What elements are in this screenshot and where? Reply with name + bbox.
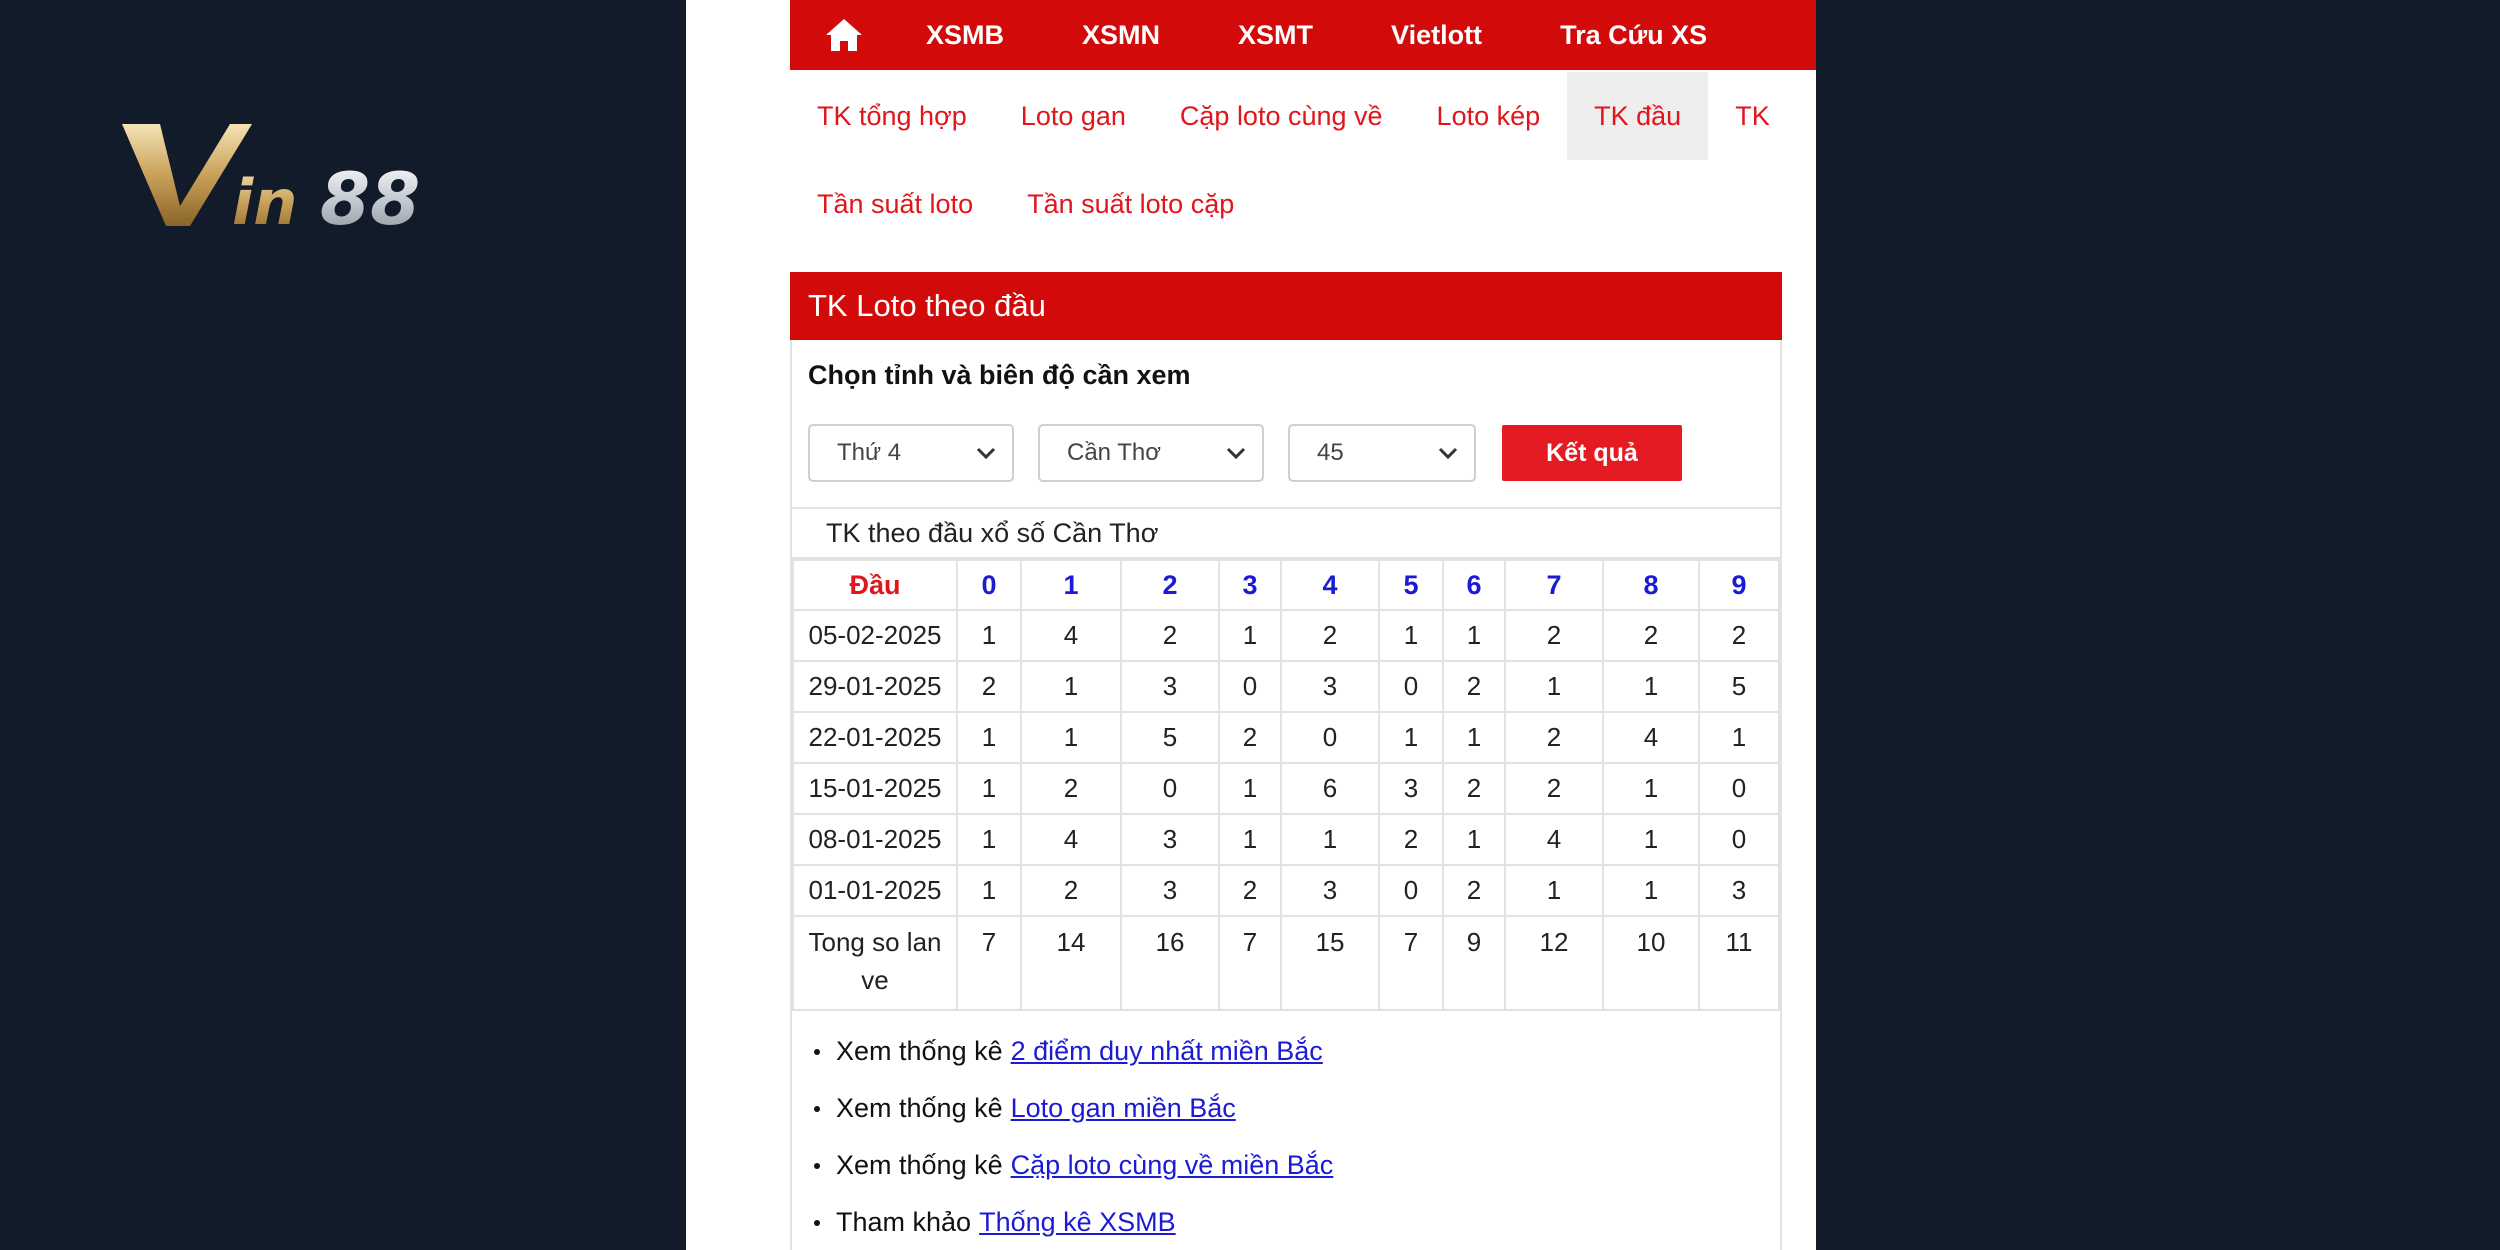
page-panel: [686, 0, 1816, 1250]
link-prefix: Xem thống kê: [836, 1093, 1003, 1123]
table-cell: 0: [1379, 865, 1443, 916]
range-select-value: 45: [1317, 439, 1344, 466]
total-cell: 16: [1121, 916, 1219, 1010]
link-thong-ke-xsmb[interactable]: Thống kê XSMB: [979, 1207, 1176, 1237]
link-prefix: Tham khảo: [836, 1207, 972, 1237]
province-select-value: Cần Thơ: [1067, 439, 1162, 466]
header-col: 4: [1281, 560, 1379, 610]
main-content: [790, 0, 1816, 1237]
subnav-tk-dau[interactable]: TK đầu: [1567, 72, 1708, 160]
header-col: 9: [1699, 560, 1779, 610]
list-item: [792, 1080, 1780, 1137]
table-cell: 0: [1699, 814, 1779, 865]
total-cell: 7: [1379, 916, 1443, 1010]
chevron-down-icon: [1436, 426, 1460, 480]
ket-qua-button[interactable]: Kết quả: [1502, 425, 1682, 481]
table-cell: 1: [1379, 610, 1443, 661]
bullet: [814, 1106, 820, 1112]
table-header-row: [793, 560, 1779, 610]
table-cell: 3: [1121, 865, 1219, 916]
row-date: 29-01-2025: [793, 661, 957, 712]
link-prefix: Xem thống kê: [836, 1036, 1003, 1066]
total-cell: 7: [957, 916, 1021, 1010]
bullet: [814, 1163, 820, 1169]
day-select[interactable]: [808, 424, 1014, 482]
table-cell: 2: [1121, 610, 1219, 661]
table-cell: 1: [1281, 814, 1379, 865]
table-cell: 1: [1219, 763, 1281, 814]
sub-nav-row-2: [790, 160, 1816, 248]
table-cell: 1: [1699, 712, 1779, 763]
table-cell: 3: [1281, 865, 1379, 916]
table-cell: 1: [1219, 610, 1281, 661]
home-icon: [824, 17, 864, 53]
related-links: [792, 1011, 1780, 1250]
svg-text:in: in: [232, 166, 298, 238]
table-cell: 4: [1021, 814, 1121, 865]
bullet: [814, 1049, 820, 1055]
table-cell: 2: [1021, 763, 1121, 814]
total-label-line: Tong so lan: [808, 927, 942, 957]
nav-xsmt[interactable]: XSMT: [1238, 20, 1314, 50]
table-cell: 3: [1379, 763, 1443, 814]
table-caption: TK theo đầu xổ số Cần Thơ: [792, 507, 1780, 559]
row-date: 15-01-2025: [793, 763, 957, 814]
list-item: [792, 1137, 1780, 1194]
table-cell: 2: [1443, 661, 1505, 712]
province-select[interactable]: [1038, 424, 1264, 482]
table-cell: 4: [1505, 814, 1603, 865]
subnav-tk-more[interactable]: TK: [1735, 101, 1770, 131]
link-loto-gan-mien-bac[interactable]: Loto gan miền Bắc: [1010, 1093, 1236, 1123]
table-cell: 0: [1699, 763, 1779, 814]
table-cell: 0: [1219, 661, 1281, 712]
day-select-value: Thứ 4: [837, 439, 902, 466]
vin88-logo: [120, 118, 500, 238]
row-date: 08-01-2025: [793, 814, 957, 865]
link-cap-loto-cung-ve[interactable]: Cặp loto cùng về miền Bắc: [1010, 1150, 1334, 1180]
top-nav: [790, 0, 1816, 70]
nav-xsmb[interactable]: XSMB: [926, 20, 1005, 50]
chevron-down-icon: [1224, 426, 1248, 480]
row-date: 22-01-2025: [793, 712, 957, 763]
range-select[interactable]: [1288, 424, 1476, 482]
stats-table: [792, 559, 1780, 1011]
table-cell: 1: [1443, 712, 1505, 763]
table-cell: 2: [1699, 610, 1779, 661]
table-cell: 2: [1505, 712, 1603, 763]
table-cell: 0: [1121, 763, 1219, 814]
total-cell: 9: [1443, 916, 1505, 1010]
table-cell: 2: [1219, 712, 1281, 763]
row-date: 05-02-2025: [793, 610, 957, 661]
table-cell: 2: [957, 661, 1021, 712]
table-cell: 3: [1121, 814, 1219, 865]
link-prefix: Xem thống kê: [836, 1150, 1003, 1180]
table-cell: 1: [957, 865, 1021, 916]
table-cell: 1: [1443, 610, 1505, 661]
table-cell: 1: [1505, 661, 1603, 712]
header-col: 2: [1121, 560, 1219, 610]
nav-vietlott[interactable]: Vietlott: [1391, 20, 1483, 50]
total-cell: 10: [1603, 916, 1699, 1010]
table-cell: 2: [1505, 610, 1603, 661]
list-item: [792, 1023, 1780, 1080]
sub-nav: [790, 72, 1816, 248]
table-row: [793, 712, 1779, 763]
nav-xsmn[interactable]: XSMN: [1082, 20, 1161, 50]
table-cell: 1: [957, 763, 1021, 814]
table-cell: 2: [1021, 865, 1121, 916]
table-row: [793, 814, 1779, 865]
subnav-tk-tong-hop[interactable]: TK tổng hợp: [817, 101, 967, 131]
table-cell: 2: [1443, 865, 1505, 916]
subnav-cap-loto-cung-ve[interactable]: Cặp loto cùng về: [1179, 101, 1383, 131]
table-cell: 4: [1021, 610, 1121, 661]
table-row: [793, 763, 1779, 814]
header-col: 1: [1021, 560, 1121, 610]
table-cell: 1: [1603, 763, 1699, 814]
total-cell: 7: [1219, 916, 1281, 1010]
header-col: 0: [957, 560, 1021, 610]
subnav-loto-kep[interactable]: Loto kép: [1436, 101, 1541, 131]
total-cell: 11: [1699, 916, 1779, 1010]
table-cell: 2: [1281, 610, 1379, 661]
table-cell: 1: [1379, 712, 1443, 763]
box-title: TK Loto theo đầu: [790, 272, 1782, 340]
svg-text:88: 88: [320, 157, 421, 238]
table-cell: 5: [1121, 712, 1219, 763]
table-row: [793, 865, 1779, 916]
header-col: 3: [1219, 560, 1281, 610]
table-cell: 3: [1281, 661, 1379, 712]
subnav-loto-gan[interactable]: Loto gan: [1020, 101, 1126, 131]
total-cell: 14: [1021, 916, 1121, 1010]
table-cell: 6: [1281, 763, 1379, 814]
table-cell: 1: [1603, 865, 1699, 916]
header-col: 8: [1603, 560, 1699, 610]
table-cell: 2: [1443, 763, 1505, 814]
table-cell: 1: [1219, 814, 1281, 865]
total-label: [793, 916, 957, 1010]
total-cell: 12: [1505, 916, 1603, 1010]
chevron-down-icon: [974, 426, 998, 480]
table-cell: 1: [957, 814, 1021, 865]
table-cell: 2: [1603, 610, 1699, 661]
table-cell: 5: [1699, 661, 1779, 712]
table-row: [793, 661, 1779, 712]
table-cell: 1: [1603, 661, 1699, 712]
total-cell: 15: [1281, 916, 1379, 1010]
header-dau: Đầu: [793, 560, 957, 610]
row-date: 01-01-2025: [793, 865, 957, 916]
subnav-tan-suat-loto-cap[interactable]: Tần suất loto cặp: [1027, 189, 1235, 219]
table-cell: 2: [1505, 763, 1603, 814]
table-cell: 1: [1443, 814, 1505, 865]
table-cell: 2: [1219, 865, 1281, 916]
table-cell: 0: [1281, 712, 1379, 763]
link-2-diem-duy-nhat[interactable]: 2 điểm duy nhất miền Bắc: [1010, 1036, 1323, 1066]
table-total-row: [793, 916, 1779, 1010]
table-cell: 3: [1121, 661, 1219, 712]
table-cell: 3: [1699, 865, 1779, 916]
header-col: 7: [1505, 560, 1603, 610]
home-button[interactable]: [790, 0, 887, 70]
sub-nav-row-1: [790, 72, 1816, 160]
list-item: [792, 1194, 1780, 1250]
table-cell: 1: [1021, 712, 1121, 763]
header-col: 5: [1379, 560, 1443, 610]
tk-loto-box: [790, 272, 1782, 1250]
table-row: [793, 610, 1779, 661]
form-title: Chọn tỉnh và biên độ cần xem: [808, 360, 1191, 390]
table-cell: 1: [1505, 865, 1603, 916]
table-cell: 1: [1603, 814, 1699, 865]
filter-form: [792, 402, 1780, 484]
table-cell: 0: [1379, 661, 1443, 712]
bullet: [814, 1220, 820, 1226]
total-label-line: ve: [861, 965, 889, 995]
table-cell: 4: [1603, 712, 1699, 763]
subnav-tan-suat-loto[interactable]: Tần suất loto: [817, 189, 974, 219]
table-cell: 1: [957, 712, 1021, 763]
header-col: 6: [1443, 560, 1505, 610]
nav-tra-cuu-xs[interactable]: Tra Cứu XS: [1560, 20, 1708, 50]
table-cell: 1: [957, 610, 1021, 661]
table-cell: 2: [1379, 814, 1443, 865]
table-cell: 1: [1021, 661, 1121, 712]
